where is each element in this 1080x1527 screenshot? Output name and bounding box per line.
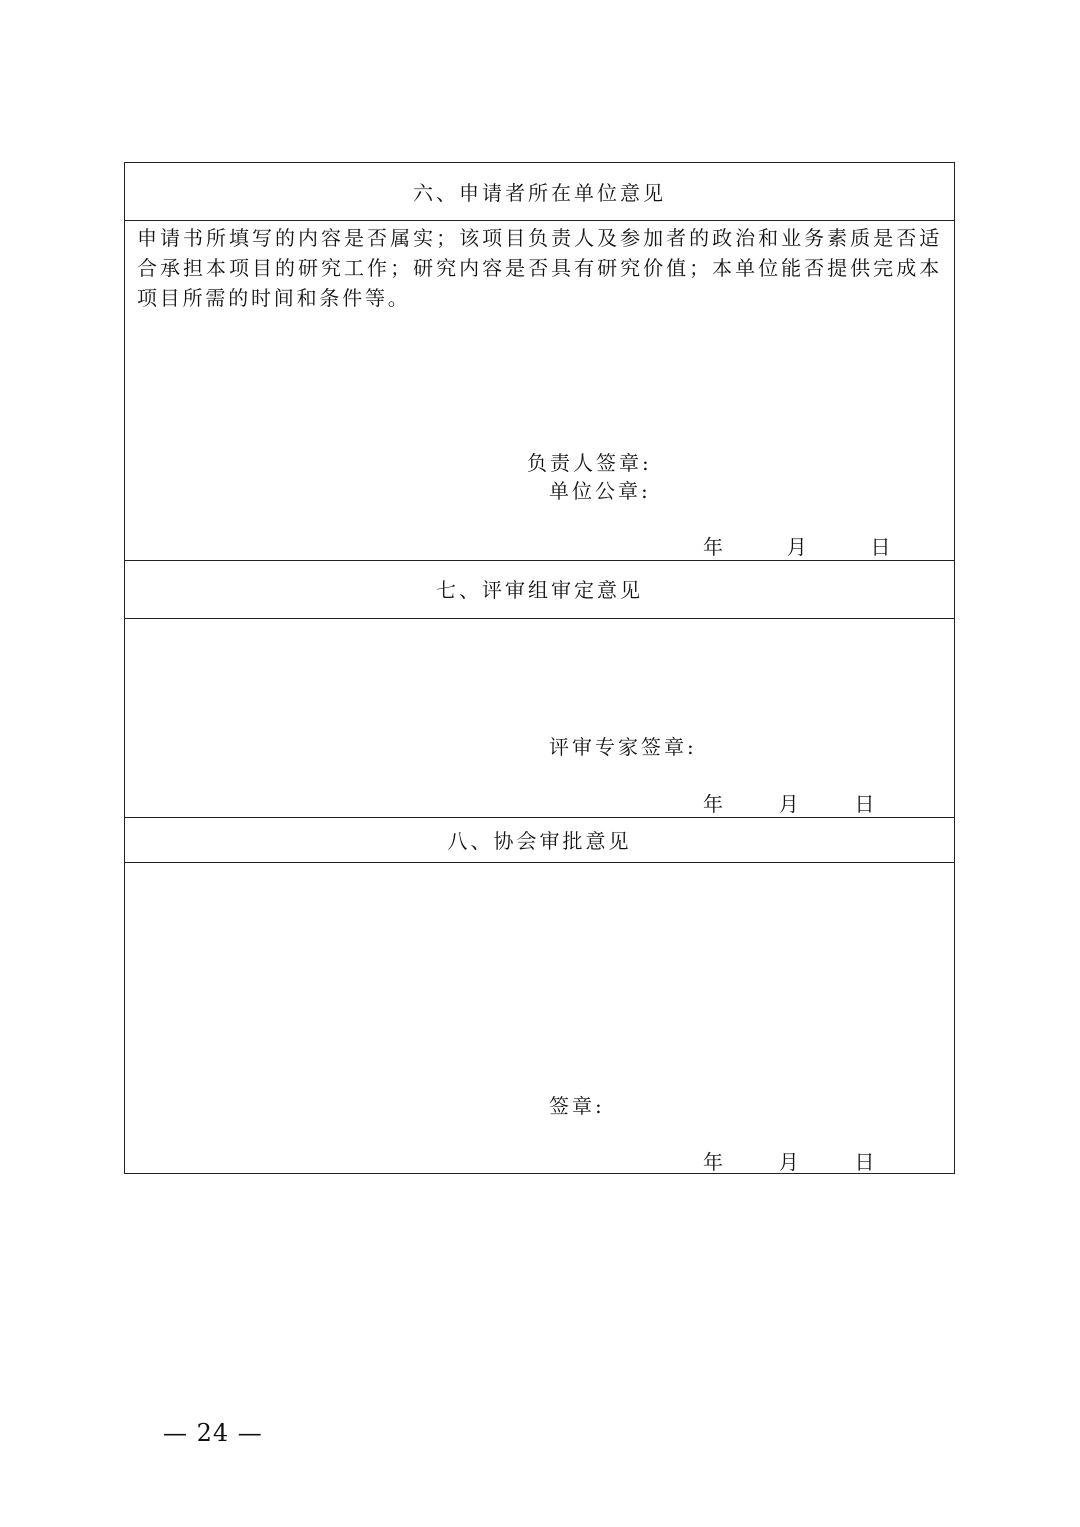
section-6-instructions: 申请书所填写的内容是否属实；该项目负责人及参加者的政治和业务素质是否适合承担本项目的研究工作；研究内容是否具有研究价值；本单位能否提供完成本项目所需的时间和条件等。 — [137, 226, 942, 310]
date-month: 月 — [778, 792, 802, 816]
date-year: 年 — [703, 1150, 726, 1174]
divider — [125, 220, 954, 221]
date-day: 日 — [854, 1150, 878, 1174]
date-day: 日 — [870, 535, 894, 559]
section-6-signature-label: 负责人签章: — [527, 451, 652, 475]
divider — [125, 618, 954, 619]
date-year: 年 — [703, 535, 726, 559]
divider — [125, 560, 954, 561]
page-number: — 24 — — [163, 1419, 263, 1447]
section-6-seal-label: 单位公章: — [549, 479, 651, 503]
approval-form — [124, 162, 955, 1174]
section-7-signature-label: 评审专家签章: — [549, 735, 697, 759]
section-7-date — [703, 794, 877, 814]
divider — [125, 862, 954, 863]
date-month: 月 — [778, 1150, 802, 1174]
section-8-date — [703, 1152, 877, 1172]
date-day: 日 — [854, 792, 878, 816]
section-8-heading: 八、协会审批意见 — [447, 829, 632, 853]
section-6-heading: 六、申请者所在单位意见 — [413, 181, 666, 205]
section-6-date — [703, 537, 893, 557]
date-year: 年 — [703, 792, 726, 816]
section-8-signature-label: 签章: — [549, 1094, 605, 1118]
divider — [125, 817, 954, 818]
section-7-heading: 七、评审组审定意见 — [436, 578, 643, 602]
date-month: 月 — [786, 535, 810, 559]
